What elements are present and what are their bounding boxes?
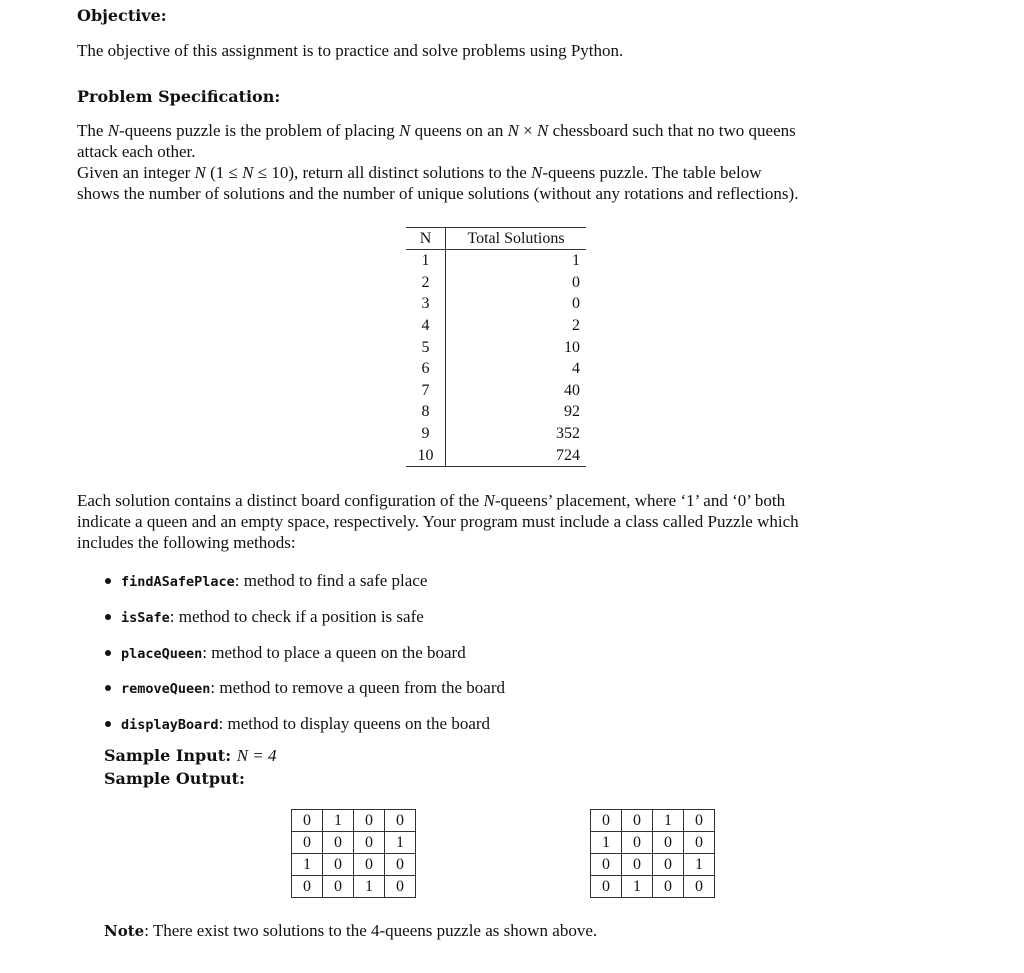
- board-row: [591, 832, 715, 854]
- sample-input-value: N = 4: [236, 746, 277, 765]
- note: [104, 920, 597, 942]
- cell-total: 10: [564, 338, 580, 356]
- bullet-icon: [105, 578, 111, 584]
- text-segment: includes the following methods:: [77, 533, 296, 552]
- board-cell: 0: [622, 832, 653, 854]
- cell-n: 5: [406, 336, 446, 358]
- cell-total: 40: [564, 381, 580, 399]
- board-cell: 0: [591, 854, 622, 876]
- board-cell: 0: [622, 854, 653, 876]
- cell-total: 724: [446, 444, 587, 466]
- text-segment: -queens’ placement, where ‘1’ and ‘0’ both: [494, 491, 786, 510]
- method-desc: : method to display queens on the board: [218, 714, 491, 733]
- math-variable: N: [507, 121, 519, 140]
- sample-input-label: Sample Input:: [104, 746, 232, 765]
- cell-n: 10: [406, 444, 446, 466]
- board-cell: 1: [653, 810, 684, 832]
- bullet-icon: [105, 721, 111, 727]
- board-cell: 0: [292, 810, 323, 832]
- table-row: [406, 250, 586, 272]
- board-cell: 0: [323, 832, 354, 854]
- cell-n: 4: [406, 315, 446, 337]
- text-segment: ≤ 10), return all distinct solutions to the: [253, 163, 532, 182]
- bullet-icon: [105, 650, 111, 656]
- text-segment: -queens puzzle. The table below: [542, 163, 762, 182]
- table-row: [406, 336, 586, 358]
- header-n: N: [406, 228, 446, 250]
- cell-n: 9: [406, 423, 446, 445]
- table-row: [406, 315, 586, 337]
- method-item: [121, 713, 490, 736]
- solutions-table: [406, 227, 586, 467]
- board-row: [591, 854, 715, 876]
- math-variable: N: [398, 121, 411, 140]
- method-desc: : method to place a queen on the board: [202, 643, 466, 662]
- text-segment: Each solution contains a distinct board configuration of the: [77, 491, 484, 510]
- method-item: [121, 642, 466, 665]
- cell-total: 2: [572, 317, 580, 335]
- board-cell: 0: [385, 810, 416, 832]
- bullet-icon: [105, 614, 111, 620]
- board-cell: 0: [354, 854, 385, 876]
- board-row: [292, 832, 416, 854]
- description-paragraph: [77, 490, 799, 553]
- board-row: [292, 810, 416, 832]
- method-name: displayBoard: [121, 717, 219, 733]
- text-segment: ×: [518, 121, 538, 140]
- method-name: isSafe: [121, 610, 170, 626]
- board-cell: 1: [385, 832, 416, 854]
- text-segment: chessboard such that no two queens: [548, 121, 796, 140]
- table-row: [406, 401, 586, 423]
- cell-n: 8: [406, 401, 446, 423]
- board-cell: 0: [653, 854, 684, 876]
- math-variable: N: [242, 163, 254, 182]
- method-name: removeQueen: [121, 681, 211, 697]
- board-cell: 1: [622, 876, 653, 898]
- math-variable: N: [537, 121, 549, 140]
- solution-board-1: [291, 809, 416, 898]
- cell-total: 0: [572, 273, 580, 291]
- board-cell: 0: [653, 876, 684, 898]
- method-name: findASafePlace: [121, 574, 235, 590]
- method-name: placeQueen: [121, 646, 203, 662]
- table-row: [406, 293, 586, 315]
- math-variable: N: [194, 163, 206, 182]
- board-cell: 0: [323, 876, 354, 898]
- method-item: [121, 570, 427, 593]
- board-cell: 0: [354, 832, 385, 854]
- text-segment: queens on an: [410, 121, 508, 140]
- solution-board-2: [590, 809, 715, 898]
- text-line: [77, 141, 798, 162]
- board-cell: 0: [385, 876, 416, 898]
- math-variable: N: [531, 163, 543, 182]
- method-desc: : method to check if a position is safe: [169, 607, 424, 626]
- text-line: [77, 162, 798, 183]
- math-variable: N: [483, 491, 495, 510]
- board-cell: 0: [684, 832, 715, 854]
- board-cell: 1: [323, 810, 354, 832]
- cell-total: 1: [572, 252, 580, 270]
- bullet-icon: [105, 685, 111, 691]
- text-segment: Given an integer: [77, 163, 195, 182]
- text-line: [77, 532, 799, 553]
- objective-text: The objective of this assignment is to practice and solve problems using Python.: [77, 41, 624, 60]
- board-cell: 0: [684, 810, 715, 832]
- board-row: [591, 810, 715, 832]
- text-line: [77, 120, 798, 141]
- text-segment: indicate a queen and an empty space, respectively. Your program must include a class called Puzzle which: [77, 512, 799, 531]
- board-cell: 0: [385, 854, 416, 876]
- cell-total: 92: [564, 403, 580, 421]
- board-cell: 1: [591, 832, 622, 854]
- text-segment: attack each other.: [77, 142, 196, 161]
- note-label: Note: [104, 922, 145, 940]
- text-segment: shows the number of solutions and the number of unique solutions (without any rotations and reflections).: [77, 184, 799, 203]
- board-row: [591, 876, 715, 898]
- board-cell: 1: [354, 876, 385, 898]
- board-cell: 0: [622, 810, 653, 832]
- cell-total: 352: [556, 425, 580, 443]
- text-line: [77, 490, 799, 511]
- method-item: [121, 677, 505, 700]
- table-row: [406, 423, 586, 445]
- cell-n: 2: [406, 272, 446, 294]
- cell-n: 7: [406, 380, 446, 402]
- method-item: [121, 606, 424, 629]
- board-cell: 0: [323, 854, 354, 876]
- header-total: Total Solutions: [446, 228, 587, 250]
- method-desc: : method to find a safe place: [234, 571, 428, 590]
- text-segment: The: [77, 121, 108, 140]
- table-row: [406, 380, 586, 402]
- sample-output-label: Sample Output:: [104, 769, 245, 788]
- cell-total: 4: [572, 360, 580, 378]
- cell-n: 3: [406, 293, 446, 315]
- board-cell: 1: [292, 854, 323, 876]
- table-row: [406, 358, 586, 380]
- text-segment: (1 ≤: [205, 163, 243, 182]
- board-cell: 0: [684, 876, 715, 898]
- table-row: [406, 444, 586, 466]
- spec-paragraph: [77, 120, 798, 204]
- spec-heading: Problem Specification:: [77, 87, 281, 106]
- board-row: [292, 876, 416, 898]
- board-cell: 0: [292, 832, 323, 854]
- board-cell: 0: [653, 832, 684, 854]
- text-line: [77, 183, 798, 204]
- objective-heading: Objective:: [77, 6, 167, 25]
- note-text: : There exist two solutions to the 4-queens puzzle as shown above.: [144, 921, 598, 940]
- cell-total: 0: [572, 295, 580, 313]
- method-desc: : method to remove a queen from the board: [210, 678, 505, 697]
- board-cell: 0: [354, 810, 385, 832]
- text-segment: -queens puzzle is the problem of placing: [119, 121, 399, 140]
- table-row: [406, 272, 586, 294]
- text-line: [77, 511, 799, 532]
- board-cell: 0: [591, 876, 622, 898]
- cell-n: 1: [406, 250, 446, 272]
- cell-n: 6: [406, 358, 446, 380]
- board-cell: 0: [292, 876, 323, 898]
- sample-input: [104, 746, 277, 766]
- board-cell: 0: [591, 810, 622, 832]
- board-cell: 1: [684, 854, 715, 876]
- math-variable: N: [107, 121, 120, 140]
- board-row: [292, 854, 416, 876]
